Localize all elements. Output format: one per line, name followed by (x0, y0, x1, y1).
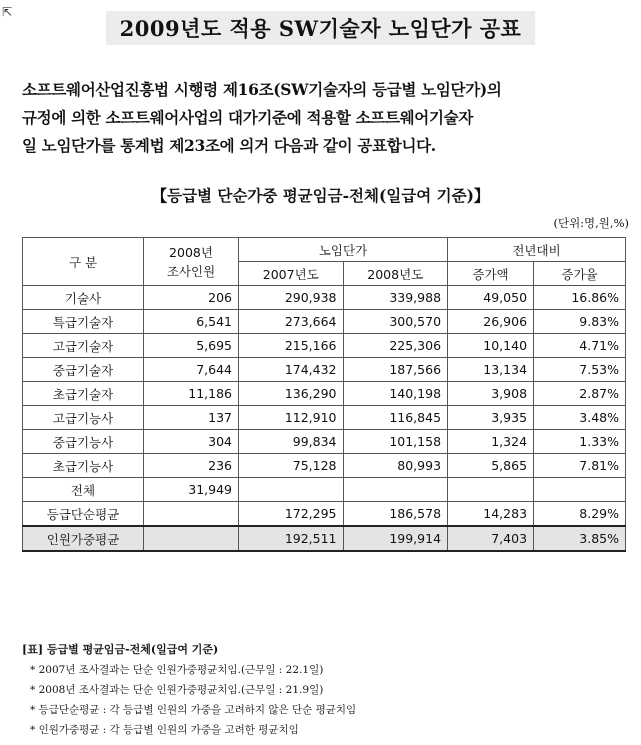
row-2008: 101,158 (343, 430, 448, 454)
header-2008: 2008년도 (343, 262, 448, 286)
row-increase: 3,908 (448, 382, 534, 406)
header-survey (144, 238, 239, 286)
intro-line: 일 노임단가를 통계법 제23조에 의거 다음과 같이 공표합니다. (22, 136, 436, 155)
total-rate: 3.85% (534, 526, 626, 551)
row-label: 고급기술자 (23, 334, 144, 358)
row-count: 137 (144, 406, 239, 430)
total-increase: 7,403 (448, 526, 534, 551)
row-2007: 215,166 (239, 334, 344, 358)
table-row (23, 382, 626, 406)
row-increase: 1,324 (448, 430, 534, 454)
row-2008: 186,578 (343, 502, 448, 527)
wage-table (22, 237, 626, 552)
row-count: 304 (144, 430, 239, 454)
table-row (23, 502, 626, 527)
row-increase: 49,050 (448, 286, 534, 310)
intro-line: 소프트웨어산업진흥법 시행령 제16조(SW기술자의 등급별 노임단가)의 (22, 80, 502, 99)
row-count: 206 (144, 286, 239, 310)
notes-heading: [표] 등급별 평균임금-전체(일급여 기준) (22, 643, 219, 656)
table-row (23, 406, 626, 430)
row-2008: 187,566 (343, 358, 448, 382)
row-increase: 14,283 (448, 502, 534, 527)
row-label: 초급기술자 (23, 382, 144, 406)
note-item: * 등급단순평균 : 각 등급별 인원의 가중을 고려하지 않은 단순 평균치임 (30, 704, 357, 716)
table-row (23, 286, 626, 310)
row-increase: 3,935 (448, 406, 534, 430)
row-rate: 16.86% (534, 286, 626, 310)
table-row-total (23, 526, 626, 551)
note-item: * 인원가중평균 : 각 등급별 인원의 가중을 고려한 평균치임 (30, 724, 299, 736)
row-increase: 13,134 (448, 358, 534, 382)
table-row (23, 310, 626, 334)
page-title: 2009년도 적용 SW기술자 노임단가 공표 (106, 11, 536, 45)
header-rate: 증가율 (534, 262, 626, 286)
header-prev: 전년대비 (448, 238, 626, 262)
total-2007: 192,511 (239, 526, 344, 551)
row-increase: 26,906 (448, 310, 534, 334)
header-2007: 2007년도 (239, 262, 344, 286)
row-2008: 339,988 (343, 286, 448, 310)
row-rate: 1.33% (534, 430, 626, 454)
row-increase: 5,865 (448, 454, 534, 478)
row-label: 등급단순평균 (23, 502, 144, 527)
row-2008: 300,570 (343, 310, 448, 334)
row-2007: 112,910 (239, 406, 344, 430)
notes-section (22, 640, 356, 740)
unit-note: (단위:명,원,%) (553, 216, 629, 230)
row-2008: 140,198 (343, 382, 448, 406)
total-label: 인원가중평균 (23, 526, 144, 551)
row-count: 7,644 (144, 358, 239, 382)
row-rate: 8.29% (534, 502, 626, 527)
note-item: * 2008년 조사결과는 단순 인원가중평균치임.(근무일 : 21.9일) (30, 684, 324, 696)
intro-line: 규정에 의한 소프트웨어사업의 대가기준에 적용할 소프트웨어기술자 (22, 108, 474, 127)
note-item: * 2007년 조사결과는 단순 인원가중평균치임.(근무일 : 22.1일) (30, 664, 324, 676)
row-2007: 75,128 (239, 454, 344, 478)
header-survey-year: 2008년 (169, 244, 213, 260)
row-2007: 99,834 (239, 430, 344, 454)
table-title: 【등급별 단순가중 평균임금-전체(일급여 기준)】 (151, 186, 490, 205)
row-label: 중급기능사 (23, 430, 144, 454)
row-2008 (343, 478, 448, 502)
row-2007: 273,664 (239, 310, 344, 334)
row-2008: 116,845 (343, 406, 448, 430)
row-2007: 172,295 (239, 502, 344, 527)
row-count: 31,949 (144, 478, 239, 502)
row-2007: 136,290 (239, 382, 344, 406)
row-count: 11,186 (144, 382, 239, 406)
table-row (23, 478, 626, 502)
header-category: 구 분 (23, 238, 144, 286)
row-rate: 7.81% (534, 454, 626, 478)
row-label: 전체 (23, 478, 144, 502)
table-row (23, 430, 626, 454)
row-rate: 4.71% (534, 334, 626, 358)
row-count: 5,695 (144, 334, 239, 358)
row-label: 고급기능사 (23, 406, 144, 430)
table-row (23, 358, 626, 382)
row-rate: 7.53% (534, 358, 626, 382)
mouse-cursor-icon: ⇱ (2, 5, 13, 19)
intro-paragraph (22, 76, 622, 160)
total-2008: 199,914 (343, 526, 448, 551)
table-row (23, 454, 626, 478)
row-label: 초급기능사 (23, 454, 144, 478)
row-2007: 290,938 (239, 286, 344, 310)
header-increase: 증가액 (448, 262, 534, 286)
row-increase (448, 478, 534, 502)
row-increase: 10,140 (448, 334, 534, 358)
row-2007: 174,432 (239, 358, 344, 382)
row-2008: 80,993 (343, 454, 448, 478)
title-container (0, 11, 641, 45)
row-rate: 9.83% (534, 310, 626, 334)
row-count: 6,541 (144, 310, 239, 334)
total-count (144, 526, 239, 551)
row-count (144, 502, 239, 527)
row-2008: 225,306 (343, 334, 448, 358)
row-rate (534, 478, 626, 502)
row-2007 (239, 478, 344, 502)
row-label: 중급기술자 (23, 358, 144, 382)
header-survey-count: 조사인원 (166, 263, 216, 279)
row-label: 특급기술자 (23, 310, 144, 334)
row-rate: 3.48% (534, 406, 626, 430)
row-rate: 2.87% (534, 382, 626, 406)
row-count: 236 (144, 454, 239, 478)
table-body (23, 286, 626, 552)
row-label: 기술사 (23, 286, 144, 310)
table-row (23, 334, 626, 358)
header-wage: 노임단가 (239, 238, 448, 262)
